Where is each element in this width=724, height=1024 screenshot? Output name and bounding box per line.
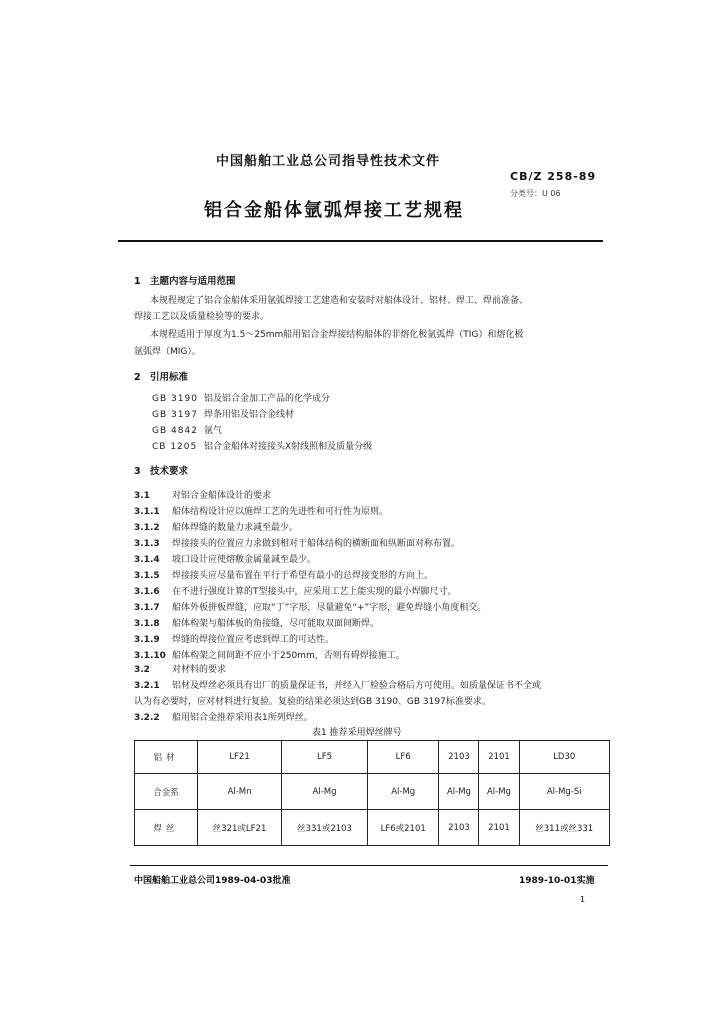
clause-text: 船用铝合金推荐采用表1所列焊丝。 [172, 713, 313, 723]
clause-text: 对铝合金船体设计的要求 [172, 491, 272, 501]
clause-item [134, 568, 433, 581]
clause-number: 3.1.5 [134, 571, 160, 581]
clause-text: 在不进行强度计算的T型接头中，应采用工艺上能实现的最小焊脚尺寸。 [172, 587, 457, 597]
standard-title: 焊条用铝及铝合金线材 [204, 410, 295, 420]
clause-item [134, 662, 226, 675]
paragraph-line: 焊接工艺以及质量检验等的要求。 [134, 312, 270, 322]
table-cell: LD30 [519, 741, 610, 774]
paragraph-line: 本规程规定了铝合金船体采用氩弧焊接工艺建造和安装时对船体设计、铝材、焊工、焊前准备、 [150, 296, 529, 306]
standard-code: GB 3197 [152, 410, 198, 420]
table-cell: 丝331或2103 [282, 810, 368, 846]
table-cell: LF6或2101 [367, 810, 438, 846]
header-rule [118, 240, 603, 242]
table-row-header: 合金系 [135, 774, 198, 810]
table-cell: 2101 [479, 810, 519, 846]
classification-number: 分类号：U 06 [510, 189, 561, 198]
clause-item [134, 520, 298, 533]
table-row [135, 741, 610, 774]
clause-item [134, 504, 388, 517]
table-row [135, 774, 610, 810]
clause-number: 3.1.7 [134, 603, 160, 613]
clause-text: 船体结构设计应以施焊工艺的先进性和可行性为原则。 [172, 507, 389, 517]
standard-code: GB 3190 [152, 394, 198, 404]
table-cell: Al-Mg [367, 774, 438, 810]
clause-item [134, 600, 486, 613]
reference-item [152, 391, 330, 404]
table-cell: LF21 [198, 741, 282, 774]
clause-text: 船体外板拼板焊缝，应取“丁”字形，尽量避免“+”字形，避免焊缝小角度相交。 [172, 603, 487, 613]
table-cell: 2103 [439, 741, 479, 774]
footer-rule [130, 865, 608, 866]
clause-text: 船体构架与船体板的角接缝，尽可能取双面间断焊。 [172, 619, 380, 629]
clause-number: 3.1.10 [134, 651, 166, 661]
table-cell: LF6 [367, 741, 438, 774]
clause-text: 船体构架之间间距不应小于250mm，否则有碍焊接施工。 [172, 651, 405, 661]
document-title: 铝合金船体氩弧焊接工艺规程 [204, 200, 464, 221]
table-cell: Al-Mg [479, 774, 519, 810]
paragraph-line: 本规程适用于厚度为1.5～25mm船用铝合金焊接结构船体的非熔化极氩弧焊（TIG）和熔化极 [150, 330, 524, 340]
clause-number: 3.2 [134, 665, 150, 675]
table-row-header: 焊丝 [135, 810, 198, 846]
standard-code: GB 4842 [152, 426, 198, 436]
table-cell: Al-Mn [198, 774, 282, 810]
table-cell: 丝311或丝331 [519, 810, 610, 846]
clause-text: 对材料的要求 [172, 665, 227, 675]
paragraph-line: 认为有必要时，应对材料进行复验。复验的结果必须达到GB 3190、GB 3197标准要求。 [134, 697, 491, 707]
section-1-heading [134, 273, 236, 287]
standard-title: 铝及铝合金加工产品的化学成分 [204, 394, 331, 404]
table-cell: 2101 [479, 741, 519, 774]
clause-number: 3.1.4 [134, 555, 160, 565]
clause-item [134, 648, 405, 661]
clause-number: 3.2.1 [134, 681, 160, 691]
clause-number: 3.2.2 [134, 713, 160, 723]
clause-text: 铝材及焊丝必须具有出厂的质量保证书，并经入厂检验合格后方可使用。如质量保证书不全或 [172, 681, 542, 691]
section-title: 主题内容与适用范围 [150, 276, 236, 287]
clause-item [134, 552, 316, 565]
clause-number: 3.1.3 [134, 539, 160, 549]
section-3-heading [134, 463, 188, 477]
clause-text: 焊接接头的位置应力求做到相对于船体结构的横断面和纵断面对称布置。 [172, 539, 461, 549]
section-number: 3 [134, 466, 141, 477]
table-cell: Al-Mg [282, 774, 368, 810]
clause-number: 3.1.2 [134, 523, 160, 533]
effective-date: 1989-10-01实施 [519, 876, 595, 886]
clause-number: 3.1.9 [134, 635, 160, 645]
reference-item [152, 423, 222, 436]
clause-item [134, 616, 379, 629]
clause-item [134, 710, 313, 723]
clause-text: 坡口设计应使熔敷金属量减至最少。 [172, 555, 317, 565]
section-number: 1 [134, 276, 141, 287]
paragraph-line: 氩弧焊（MIG）。 [134, 347, 201, 357]
clause-number: 3.1.1 [134, 507, 160, 517]
table-cell: LF5 [282, 741, 368, 774]
clause-item [134, 678, 541, 691]
clause-text: 焊接接头应尽量布置在平行于希望有最小的总焊接变形的方向上。 [172, 571, 434, 581]
table-caption: 表1 推荐采用焊丝牌号 [312, 728, 402, 738]
clause-number: 3.1.8 [134, 619, 160, 629]
approval-date: 中国船舶工业总公司1989-04-03批准 [134, 876, 291, 886]
clause-item [134, 584, 457, 597]
clause-item [134, 632, 334, 645]
section-title: 引用标准 [150, 372, 189, 383]
standard-code: CB 1205 [152, 442, 198, 452]
clause-number: 3.1.6 [134, 587, 160, 597]
clause-item [134, 536, 460, 549]
filler-wire-table [134, 740, 610, 846]
table-cell: 2103 [439, 810, 479, 846]
standard-title: 铝合金船体对接接头X射线照相及质量分级 [204, 442, 373, 452]
issuing-organization: 中国船舶工业总公司指导性技术文件 [216, 154, 441, 169]
table-cell: Al-Mg [439, 774, 479, 810]
page-number: 1 [580, 895, 586, 904]
clause-number: 3.1 [134, 491, 150, 501]
clause-text: 船体焊缝的数量力求减至最少。 [172, 523, 299, 533]
clause-item [134, 488, 271, 501]
document-code: CB/Z 258-89 [510, 170, 597, 183]
table-row [135, 810, 610, 846]
standard-title: 氩气 [204, 426, 223, 436]
table-cell: Al-Mg-Si [519, 774, 610, 810]
reference-item [152, 439, 372, 452]
table-row-header: 铝材 [135, 741, 198, 774]
section-number: 2 [134, 372, 141, 383]
reference-item [152, 407, 294, 420]
clause-text: 焊缝的焊接位置应考虑到焊工的可达性。 [172, 635, 335, 645]
table-cell: 丝321或LF21 [198, 810, 282, 846]
section-2-heading [134, 369, 188, 383]
section-title: 技术要求 [150, 466, 189, 477]
